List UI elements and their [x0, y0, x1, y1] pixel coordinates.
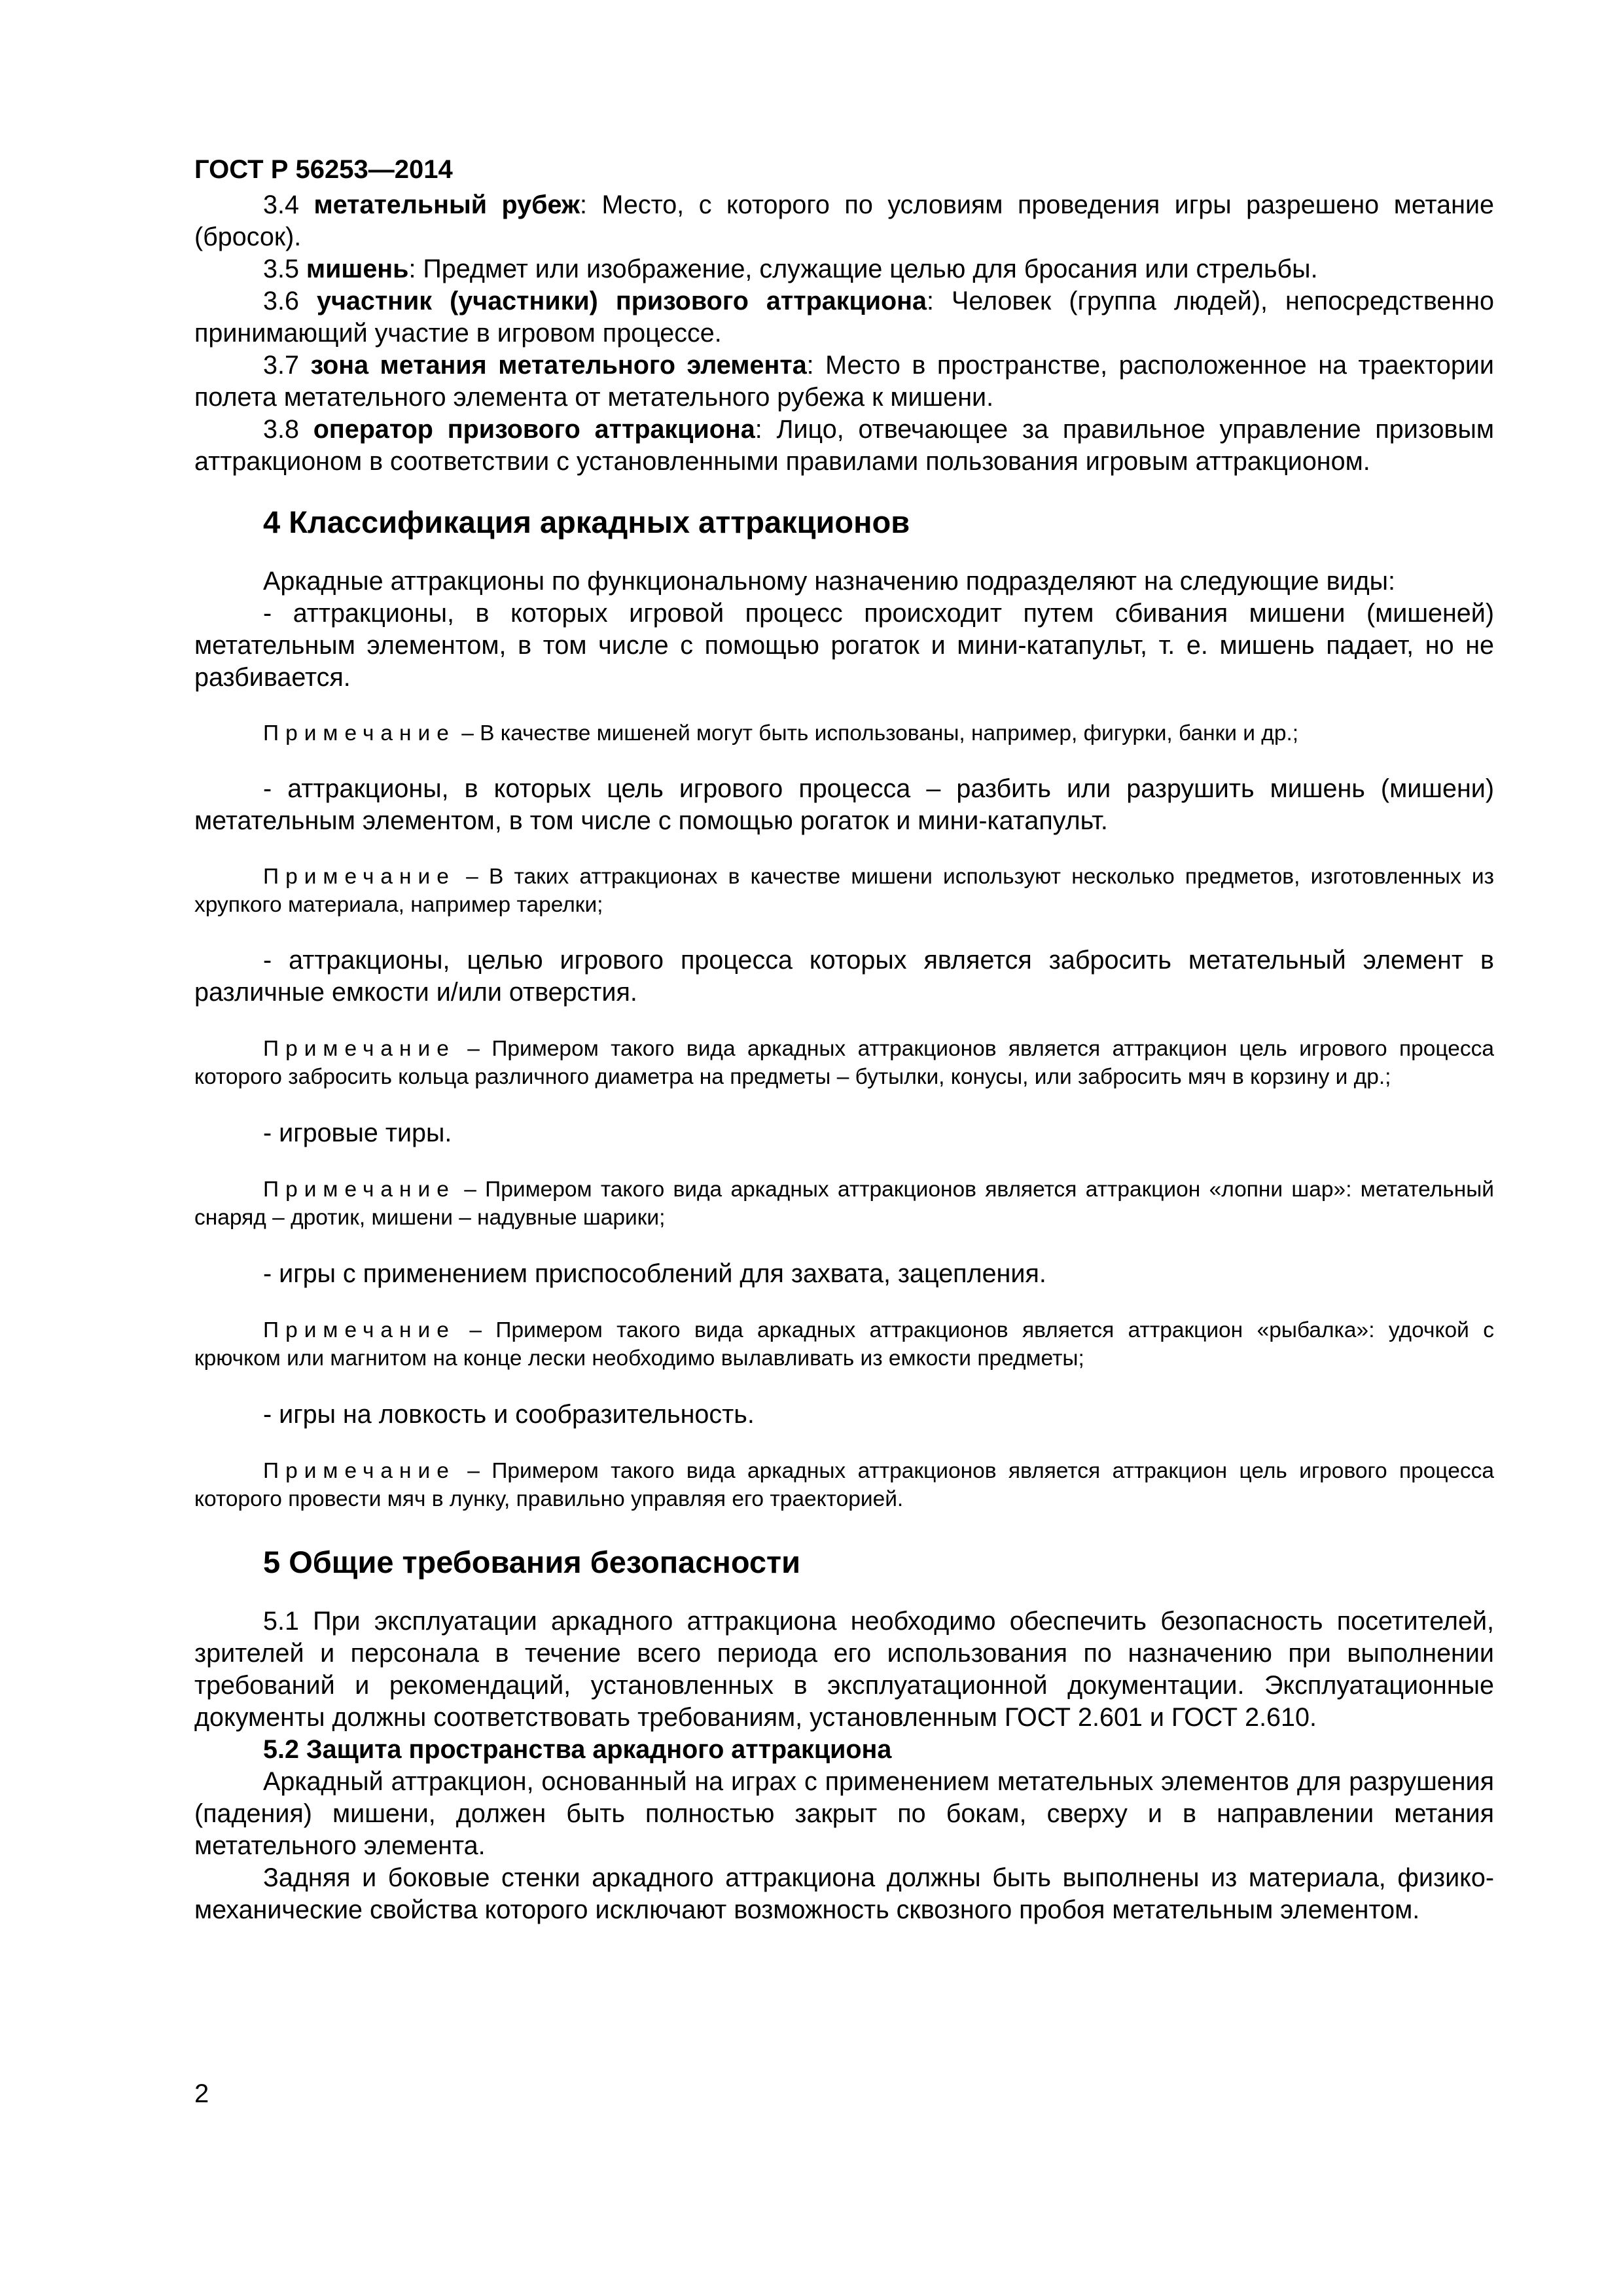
definition-3-7: 3.7 зона метания метательного элемента: Место в пространстве, расположенное на траектории полета метательного элемента от метательного рубежа к мишени.: [194, 351, 1494, 412]
paragraph-5-2-b: Задняя и боковые стенки аркадного аттракциона должны быть выполнены из материала, физико-механические свойства которого исключают возможность сквозного пробоя метательным элементом.: [194, 1863, 1494, 1924]
list-item-4: - игровые тиры.: [263, 1119, 452, 1147]
definition-3-5: 3.5 мишень: Предмет или изображение, служащие целью для бросания или стрельбы.: [263, 255, 1318, 283]
paragraph-5-2-a: Аркадный аттракцион, основанный на играх с применением метательных элементов для разрушения (падения) мишени, должен быть полностью закрыт по бокам, сверху и в направлении метания метательного элемента.: [194, 1767, 1494, 1860]
definition-3-8: 3.8 оператор призового аттракциона: Лицо, отвечающее за правильное управление призовым аттракционом в соответствии с установленными правилами пользования игровым аттракционом.: [194, 415, 1494, 476]
definition-3-4: 3.4 метательный рубеж: Место, с которого по условиям проведения игры разрешено метание (бросок).: [194, 190, 1494, 251]
section-4-heading: 4 Классификация аркадных аттракционов: [263, 505, 910, 539]
list-item-2: - аттракционы, в которых цель игрового процесса – разбить или разрушить мишень (мишени) метательным элементом, в том числе с помощью рогаток и мини-катапульт.: [194, 774, 1494, 835]
note-6: Примечание – Примером такого вида аркадных аттракционов является аттракцион цель игрового процесса которого провести мяч в лунку, правильно управляя его траекторией.: [194, 1459, 1494, 1511]
note-4: Примечание – Примером такого вида аркадных аттракционов является аттракцион «лопни шар»: метательный снаряд – дротик, мишени – надувные шарики;: [194, 1177, 1494, 1230]
note-2: Примечание – В таких аттракционах в качестве мишени используют несколько предметов, изготовленных из хрупкого материала, например тарелки;: [194, 865, 1494, 917]
note-1: Примечание – В качестве мишеней могут быть использованы, например, фигурки, банки и др.;: [263, 721, 1299, 745]
list-item-5: - игры с применением приспособлений для захвата, зацепления.: [263, 1259, 1046, 1288]
section-4-intro: Аркадные аттракционы по функциональному назначению подразделяют на следующие виды:: [263, 567, 1396, 596]
list-item-1: - аттракционы, в которых игровой процесс происходит путем сбивания мишени (мишеней) метательным элементом, в том числе с помощью рогаток и мини-катапульт, т. е. мишень падает, но не разбивается.: [194, 599, 1494, 692]
section-5-heading: 5 Общие требования безопасности: [263, 1545, 800, 1579]
definition-3-6: 3.6 участник (участники) призового аттракциона: Человек (группа людей), непосредственно принимающий участие в игровом процессе.: [194, 287, 1494, 348]
list-item-3: - аттракционы, целью игрового процесса которых является забросить метательный элемент в различные емкости и/или отверстия.: [194, 946, 1494, 1007]
list-item-6: - игры на ловкость и сообразительность.: [263, 1400, 755, 1429]
page-number: 2: [194, 2079, 209, 2108]
document-header: ГОСТ Р 56253—2014: [194, 155, 453, 184]
subsection-5-2-heading: 5.2 Защита пространства аркадного аттракциона: [263, 1735, 892, 1764]
note-5: Примечание – Примером такого вида аркадных аттракционов является аттракцион «рыбалка»: удочкой с крючком или магнитом на конце лески необходимо вылавливать из емкости предметы;: [194, 1318, 1494, 1371]
note-3: Примечание – Примером такого вида аркадных аттракционов является аттракцион цель игрового процесса которого забросить кольца различного диаметра на предметы – бутылки, конусы, или забросить мяч в корзину и др.;: [194, 1037, 1494, 1089]
paragraph-5-1: 5.1 При эксплуатации аркадного аттракциона необходимо обеспечить безопасность посетителей, зрителей и персонала в течение всего периода его использования по назначению при выполнении требований и рекомендаций, установленных в эксплуатационной документации. Эксплуатационные документы должны соответствовать требованиям, установленным ГОСТ 2.601 и ГОСТ 2.610.: [194, 1607, 1494, 1732]
